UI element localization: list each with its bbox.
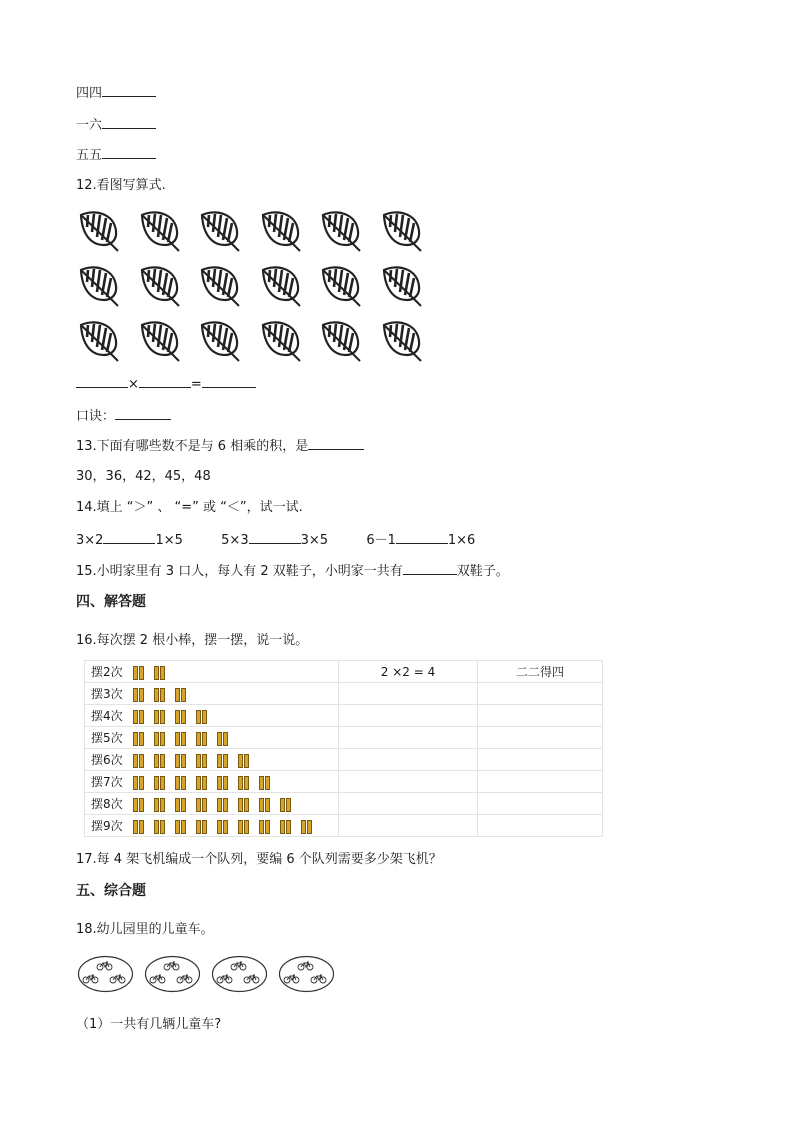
stick-pair xyxy=(259,819,271,834)
stick-pair xyxy=(175,709,187,724)
stick-icon xyxy=(181,820,186,834)
chant-text: 五五 xyxy=(76,148,103,163)
stick-icon xyxy=(196,776,201,790)
stick-icon xyxy=(202,776,207,790)
stick-icon xyxy=(202,710,207,724)
stick-icon xyxy=(238,776,243,790)
stick-pair xyxy=(217,819,229,834)
stick-icon xyxy=(175,688,180,702)
leaf-icon xyxy=(258,262,304,308)
compare-left: 3×2 xyxy=(76,533,104,548)
stick-icon xyxy=(223,820,228,834)
stick-icon xyxy=(196,732,201,746)
answer-blank[interactable] xyxy=(139,375,191,388)
q13-text: 13.下面有哪些数不是与 6 相乘的积，是 xyxy=(76,439,309,454)
sticks-cell xyxy=(85,661,339,683)
table-row xyxy=(85,749,603,771)
chant-cell[interactable] xyxy=(478,705,603,727)
times-sign: × xyxy=(128,377,139,392)
stick-icon xyxy=(160,710,165,724)
formula-cell[interactable] xyxy=(339,793,478,815)
formula-cell[interactable] xyxy=(339,815,478,837)
stick-icon xyxy=(181,754,186,768)
leaf-icon xyxy=(318,262,364,308)
answer-blank[interactable] xyxy=(102,146,156,159)
stick-icon xyxy=(175,710,180,724)
stick-icon xyxy=(223,776,228,790)
stick-icon xyxy=(133,776,138,790)
stick-icon xyxy=(139,820,144,834)
table-row xyxy=(85,793,603,815)
row-label: 摆4次 xyxy=(91,709,123,723)
stick-icon xyxy=(181,688,186,702)
stick-pair xyxy=(154,687,166,702)
stick-pair xyxy=(154,731,166,746)
stick-icon xyxy=(223,798,228,812)
stick-icon xyxy=(133,688,138,702)
chant-cell[interactable] xyxy=(478,793,603,815)
stick-icon xyxy=(175,754,180,768)
sticks-cell xyxy=(85,793,339,815)
stick-icon xyxy=(139,688,144,702)
koujue-label: 口诀： xyxy=(76,409,116,424)
stick-icon xyxy=(217,754,222,768)
row-label: 摆5次 xyxy=(91,731,123,745)
bike-group xyxy=(77,955,134,993)
chant-text: 一六 xyxy=(76,118,103,133)
chant-text: 四四 xyxy=(76,86,103,101)
stick-pair xyxy=(301,819,313,834)
table-row xyxy=(85,771,603,793)
stick-icon xyxy=(181,732,186,746)
stick-icon xyxy=(244,754,249,768)
stick-icon xyxy=(217,732,222,746)
row-label: 摆7次 xyxy=(91,775,123,789)
stick-icon xyxy=(160,666,165,680)
stick-icon xyxy=(238,820,243,834)
stick-pair xyxy=(217,775,229,790)
leaf-icon xyxy=(76,207,122,253)
stick-pair xyxy=(259,797,271,812)
q12-title: 12.看图写算式. xyxy=(76,178,166,193)
stick-pair xyxy=(238,797,250,812)
q13-numbers: 30，36，42，45，48 xyxy=(76,469,211,484)
answer-blank[interactable] xyxy=(202,375,256,388)
q15-line xyxy=(76,562,509,581)
stick-pair xyxy=(280,819,292,834)
stick-icon xyxy=(259,776,264,790)
row-label: 摆9次 xyxy=(91,819,123,833)
stick-icon xyxy=(217,820,222,834)
answer-blank[interactable] xyxy=(103,531,155,544)
stick-icon xyxy=(217,798,222,812)
chant-line-2 xyxy=(76,116,156,135)
sticks-cell xyxy=(85,705,339,727)
q15-after: 双鞋子。 xyxy=(456,564,509,579)
stick-icon xyxy=(202,732,207,746)
stick-icon xyxy=(160,820,165,834)
stick-pair xyxy=(133,775,145,790)
compare-left: 5×3 xyxy=(221,533,249,548)
formula-cell[interactable] xyxy=(339,705,478,727)
stick-pair xyxy=(196,731,208,746)
stick-icon xyxy=(181,798,186,812)
stick-pair xyxy=(196,775,208,790)
formula-cell: 2 ×2 = 4 xyxy=(339,661,478,683)
table-row xyxy=(85,727,603,749)
chant-line-1 xyxy=(76,84,156,103)
stick-pair xyxy=(217,731,229,746)
stick-icon xyxy=(202,754,207,768)
bike-group xyxy=(211,955,268,993)
stick-icon xyxy=(154,710,159,724)
answer-blank[interactable] xyxy=(102,84,156,97)
leaf-icon xyxy=(258,317,304,363)
table-row xyxy=(85,661,603,683)
stick-icon xyxy=(259,820,264,834)
row-label: 摆3次 xyxy=(91,687,123,701)
stick-icon xyxy=(175,776,180,790)
stick-pair xyxy=(133,753,145,768)
stick-pair xyxy=(238,819,250,834)
stick-icon xyxy=(133,820,138,834)
chant-cell[interactable] xyxy=(478,815,603,837)
leaf-icon xyxy=(379,317,425,363)
stick-icon xyxy=(133,754,138,768)
sticks-table xyxy=(84,660,603,837)
stick-pair xyxy=(196,753,208,768)
stick-pair xyxy=(217,797,229,812)
stick-icon xyxy=(280,798,285,812)
stick-pair xyxy=(175,797,187,812)
stick-icon xyxy=(286,820,291,834)
stick-icon xyxy=(175,820,180,834)
stick-pair xyxy=(175,687,187,702)
stick-icon xyxy=(154,666,159,680)
sticks-cell xyxy=(85,771,339,793)
formula-cell[interactable] xyxy=(339,727,478,749)
chant-cell[interactable] xyxy=(478,749,603,771)
formula-cell[interactable] xyxy=(339,771,478,793)
stick-icon xyxy=(244,776,249,790)
stick-pair xyxy=(154,797,166,812)
chant-cell[interactable] xyxy=(478,771,603,793)
stick-icon xyxy=(175,798,180,812)
stick-pair xyxy=(175,819,187,834)
stick-icon xyxy=(202,798,207,812)
stick-pair xyxy=(196,819,208,834)
stick-icon xyxy=(223,754,228,768)
stick-pair xyxy=(133,819,145,834)
stick-icon xyxy=(133,666,138,680)
answer-blank[interactable] xyxy=(102,116,156,129)
stick-icon xyxy=(139,710,144,724)
stick-icon xyxy=(160,688,165,702)
chant-cell[interactable] xyxy=(478,683,603,705)
table-row xyxy=(85,815,603,837)
bike-group xyxy=(278,955,335,993)
leaf-icon xyxy=(197,207,243,253)
sticks-cell xyxy=(85,683,339,705)
leaf-icon xyxy=(318,207,364,253)
stick-icon xyxy=(238,798,243,812)
row-label: 摆8次 xyxy=(91,797,123,811)
stick-icon xyxy=(217,776,222,790)
formula-cell[interactable] xyxy=(339,683,478,705)
answer-blank[interactable] xyxy=(396,531,448,544)
leaf-icon xyxy=(379,207,425,253)
stick-icon xyxy=(280,820,285,834)
chant-cell: 二二得四 xyxy=(478,661,603,683)
stick-pair xyxy=(175,775,187,790)
compare-right: 3×5 xyxy=(300,533,329,548)
stick-pair xyxy=(175,753,187,768)
sticks-cell xyxy=(85,727,339,749)
stick-icon xyxy=(238,754,243,768)
leaf-icon xyxy=(76,317,122,363)
stick-pair xyxy=(133,797,145,812)
stick-icon xyxy=(133,798,138,812)
stick-icon xyxy=(139,666,144,680)
stick-pair xyxy=(154,709,166,724)
table-row xyxy=(85,705,603,727)
q18-title: 18.幼儿园里的儿童车。 xyxy=(76,922,214,937)
stick-icon xyxy=(265,798,270,812)
stick-icon xyxy=(202,820,207,834)
stick-icon xyxy=(160,776,165,790)
stick-icon xyxy=(139,776,144,790)
sticks-cell xyxy=(85,749,339,771)
leaf-icon xyxy=(137,262,183,308)
q12-equation xyxy=(76,375,256,394)
stick-pair xyxy=(259,775,271,790)
stick-icon xyxy=(139,798,144,812)
stick-icon xyxy=(154,688,159,702)
stick-icon xyxy=(154,798,159,812)
q17-title: 17.每 4 架飞机编成一个队列，要编 6 个队列需要多少架飞机？ xyxy=(76,852,442,867)
stick-pair xyxy=(154,753,166,768)
table-row xyxy=(85,683,603,705)
leaf-icon xyxy=(137,207,183,253)
compare-right: 1×5 xyxy=(155,533,183,548)
stick-icon xyxy=(181,776,186,790)
answer-blank[interactable] xyxy=(403,562,457,575)
stick-pair xyxy=(238,753,250,768)
stick-pair xyxy=(175,731,187,746)
stick-pair xyxy=(280,797,292,812)
stick-pair xyxy=(154,775,166,790)
stick-pair xyxy=(133,709,145,724)
stick-icon xyxy=(160,754,165,768)
leaf-icon xyxy=(379,262,425,308)
stick-icon xyxy=(196,754,201,768)
stick-icon xyxy=(160,798,165,812)
leaf-icon xyxy=(76,262,122,308)
q16-title: 16.每次摆 2 根小棒，摆一摆，说一说。 xyxy=(76,633,309,648)
stick-icon xyxy=(196,710,201,724)
stick-icon xyxy=(133,732,138,746)
stick-icon xyxy=(223,732,228,746)
stick-icon xyxy=(181,710,186,724)
stick-pair xyxy=(154,819,166,834)
row-label: 摆6次 xyxy=(91,753,123,767)
stick-icon xyxy=(244,798,249,812)
stick-pair xyxy=(133,731,145,746)
stick-pair xyxy=(154,665,166,680)
bike-group xyxy=(144,955,201,993)
q13-title xyxy=(76,437,364,456)
chant-line-3 xyxy=(76,146,156,165)
stick-icon xyxy=(154,776,159,790)
q12-koujue xyxy=(76,407,171,426)
stick-pair xyxy=(238,775,250,790)
equals-sign: = xyxy=(190,377,202,392)
stick-icon xyxy=(154,820,159,834)
answer-blank[interactable] xyxy=(115,407,171,420)
stick-icon xyxy=(175,732,180,746)
answer-blank[interactable] xyxy=(308,437,364,450)
stick-icon xyxy=(265,820,270,834)
leaf-icon xyxy=(137,317,183,363)
stick-icon xyxy=(259,798,264,812)
stick-pair xyxy=(196,797,208,812)
sticks-cell xyxy=(85,815,339,837)
leaf-icon xyxy=(258,207,304,253)
formula-cell[interactable] xyxy=(339,749,478,771)
q18-sub1: （1）一共有几辆儿童车? xyxy=(76,1017,222,1032)
stick-icon xyxy=(160,732,165,746)
stick-icon xyxy=(307,820,312,834)
leaf-icon xyxy=(318,317,364,363)
stick-pair xyxy=(217,753,229,768)
q14-title: 14.填上 “＞” 、 “=” 或 “＜”，试一试. xyxy=(76,500,303,515)
stick-pair xyxy=(133,687,145,702)
stick-icon xyxy=(286,798,291,812)
chant-cell[interactable] xyxy=(478,727,603,749)
row-label: 摆2次 xyxy=(91,665,123,679)
stick-icon xyxy=(139,732,144,746)
stick-icon xyxy=(301,820,306,834)
stick-icon xyxy=(196,820,201,834)
stick-pair xyxy=(133,665,145,680)
stick-icon xyxy=(265,776,270,790)
section-heading-5: 五、综合题 xyxy=(76,883,146,899)
stick-pair xyxy=(196,709,208,724)
stick-icon xyxy=(196,798,201,812)
answer-blank[interactable] xyxy=(249,531,301,544)
compare-right: 1×6 xyxy=(447,533,476,548)
answer-blank[interactable] xyxy=(76,375,128,388)
stick-icon xyxy=(154,732,159,746)
q14-items xyxy=(76,531,475,550)
stick-icon xyxy=(244,820,249,834)
compare-left: 6－1 xyxy=(366,533,396,548)
section-heading-4: 四、解答题 xyxy=(76,594,146,610)
leaf-icon xyxy=(197,262,243,308)
stick-icon xyxy=(139,754,144,768)
leaf-icon xyxy=(197,317,243,363)
stick-icon xyxy=(133,710,138,724)
stick-icon xyxy=(154,754,159,768)
q15-before: 15.小明家里有 3 口人，每人有 2 双鞋子，小明家一共有 xyxy=(76,564,403,579)
